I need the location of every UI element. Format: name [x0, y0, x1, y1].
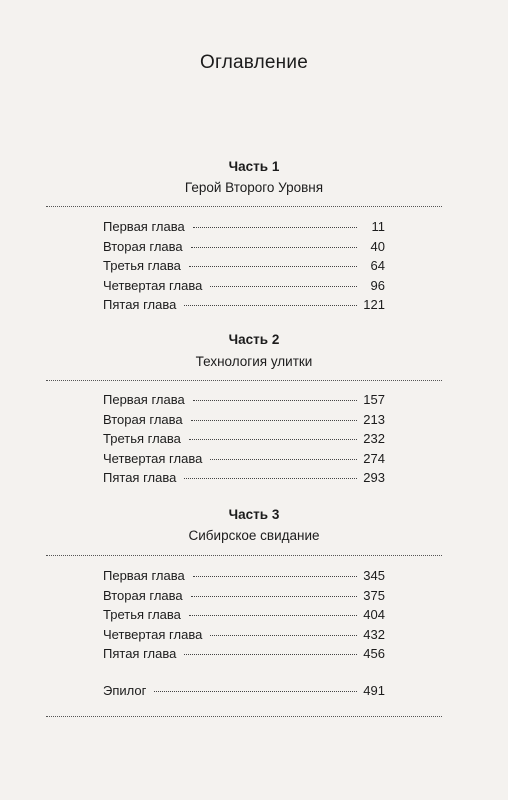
toc-entry-title: Вторая глава — [103, 587, 183, 603]
toc-leader — [210, 635, 357, 636]
toc-entry-page: 96 — [370, 277, 385, 293]
toc-leader — [154, 691, 357, 692]
toc-entry-page: 456 — [363, 646, 385, 661]
toc-entry-title: Вторая глава — [103, 411, 183, 427]
toc-leader — [184, 305, 357, 306]
toc-entry[interactable] — [103, 586, 385, 606]
toc-entry[interactable] — [103, 449, 385, 469]
part-3-subtitle: Сибирское свидание — [188, 528, 320, 543]
epilogue-divider — [46, 716, 442, 717]
epilogue-list — [103, 681, 385, 701]
toc-leader — [184, 654, 357, 655]
part-1-heading: Часть 1 — [228, 159, 280, 174]
toc-leader — [210, 459, 357, 460]
toc-leader — [189, 439, 357, 440]
part-3-divider — [46, 555, 442, 556]
toc-entry-page: 375 — [363, 587, 385, 603]
toc-leader — [191, 247, 357, 248]
toc-leader — [191, 596, 357, 597]
toc-leader — [184, 478, 357, 479]
toc-entry-epilogue[interactable] — [103, 681, 385, 701]
toc-leader — [210, 286, 357, 287]
toc-entry[interactable] — [103, 390, 385, 410]
toc-entry-title: Четвертая глава — [103, 450, 203, 466]
part-1-subtitle: Герой Второго Уровня — [184, 180, 324, 195]
toc-leader — [193, 227, 357, 228]
toc-entry-page: 293 — [363, 470, 385, 485]
toc-entry[interactable] — [103, 276, 385, 296]
toc-entry[interactable] — [103, 237, 385, 257]
part-2-heading: Часть 2 — [228, 332, 280, 347]
part-3-heading: Часть 3 — [228, 507, 280, 522]
toc-entry[interactable] — [103, 468, 385, 488]
toc-entry-title: Третья глава — [103, 431, 181, 446]
toc-entry-page: 11 — [371, 219, 385, 234]
toc-entry[interactable] — [103, 410, 385, 430]
toc-leader — [189, 266, 357, 267]
toc-entry-title: Первая глава — [103, 219, 185, 234]
toc-leader — [191, 420, 357, 421]
page-title: Оглавление — [200, 52, 308, 73]
toc-entry-title: Четвертая глава — [103, 277, 203, 293]
toc-entry[interactable] — [103, 644, 385, 664]
toc-entry[interactable] — [103, 605, 385, 625]
toc-entry-page: 345 — [363, 568, 385, 583]
part-1-divider — [46, 206, 442, 207]
toc-entry-title: Первая глава — [103, 568, 185, 583]
toc-entry-page: 432 — [363, 626, 385, 642]
part-3-chapter-list — [103, 566, 385, 664]
part-2-subtitle: Технология улитки — [195, 354, 313, 369]
toc-entry-page: 213 — [363, 411, 385, 427]
toc-entry[interactable] — [103, 625, 385, 645]
toc-leader — [193, 400, 357, 401]
toc-entry-page: 157 — [363, 392, 385, 407]
toc-entry-title: Третья глава — [103, 258, 181, 273]
toc-entry-title: Пятая глава — [103, 470, 177, 485]
toc-entry-title: Третья глава — [103, 607, 181, 622]
toc-entry-page: 274 — [363, 450, 385, 466]
toc-entry-title: Первая глава — [103, 392, 185, 407]
toc-entry[interactable] — [103, 566, 385, 586]
toc-leader — [193, 576, 357, 577]
toc-entry-page: 491 — [363, 683, 385, 698]
toc-entry[interactable] — [103, 429, 385, 449]
part-1-chapter-list — [103, 217, 385, 315]
toc-entry[interactable] — [103, 256, 385, 276]
toc-entry-title: Пятая глава — [103, 297, 177, 312]
toc-entry-title: Вторая глава — [103, 238, 183, 254]
toc-entry-page: 232 — [363, 431, 385, 446]
toc-entry-page: 404 — [363, 607, 385, 622]
toc-entry-page: 64 — [370, 258, 385, 273]
toc-entry[interactable] — [103, 295, 385, 315]
toc-leader — [189, 615, 357, 616]
toc-entry[interactable] — [103, 217, 385, 237]
toc-entry-title: Эпилог — [103, 683, 147, 698]
part-2-divider — [46, 380, 442, 381]
toc-entry-title: Пятая глава — [103, 646, 177, 661]
part-2-chapter-list — [103, 390, 385, 488]
toc-entry-title: Четвертая глава — [103, 626, 203, 642]
toc-entry-page: 121 — [363, 297, 385, 312]
toc-entry-page: 40 — [370, 238, 385, 254]
